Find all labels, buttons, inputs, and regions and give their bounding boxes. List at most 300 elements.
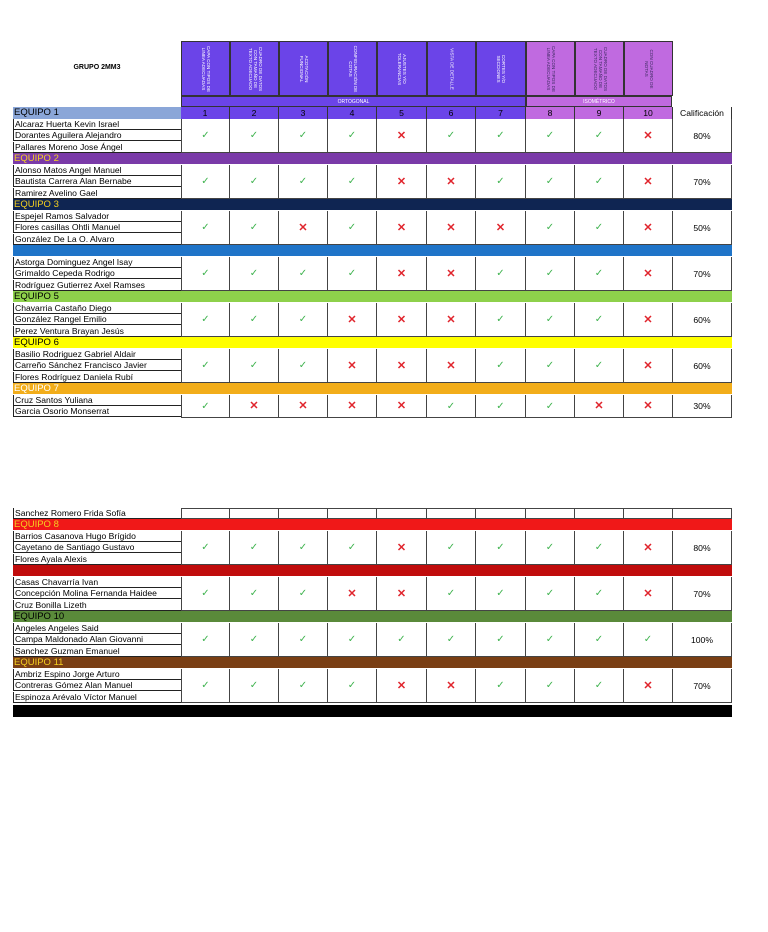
mark-cell (575, 577, 624, 611)
mark-cell (328, 531, 377, 565)
check-icon: ✓ (594, 130, 604, 141)
mark-cell (427, 303, 476, 337)
mark-cell (279, 165, 328, 199)
mark-cell (181, 349, 230, 383)
team-heading-4: EQUIPO 4 (13, 245, 732, 256)
cross-icon: ✕ (396, 542, 407, 554)
grade-cell: 70% (673, 577, 732, 611)
member-name: Alcaraz Huerta Kevin Israel (13, 119, 181, 130)
check-icon: ✓ (347, 268, 357, 279)
criterion-header-5 (377, 41, 427, 96)
criterion-number: 8 (526, 107, 575, 119)
check-icon: ✓ (249, 542, 259, 553)
mark-cell (230, 669, 279, 703)
mark-cell (526, 211, 575, 245)
criterion-header-8 (526, 41, 575, 96)
member-name: Basilio Rodriguez Gabriel Aldair (13, 349, 181, 360)
criterion-label: CAPA CON TIPOS DE LINEA ADECUADAS (545, 45, 556, 92)
mark-cell (377, 623, 427, 657)
check-icon: ✓ (496, 401, 505, 412)
cross-icon: ✕ (643, 314, 653, 326)
check-icon: ✓ (446, 542, 456, 553)
check-icon: ✓ (347, 680, 357, 691)
cross-icon: ✕ (249, 400, 259, 412)
mark-cell (377, 349, 427, 383)
mark-cell (526, 119, 575, 153)
mark-cell (377, 303, 427, 337)
empty-cell (181, 508, 230, 519)
cross-icon: ✕ (643, 588, 653, 600)
mark-cell (476, 531, 526, 565)
mark-cell (476, 395, 526, 418)
mark-cell (181, 303, 230, 337)
check-icon: ✓ (201, 542, 210, 553)
mark-cell (328, 577, 377, 611)
check-icon: ✓ (201, 268, 210, 279)
mark-cell (230, 257, 279, 291)
member-name: Perez Ventura Brayan Jesús (13, 326, 181, 337)
check-icon: ✓ (298, 542, 308, 553)
mark-cell (427, 119, 476, 153)
mark-cell (427, 349, 476, 383)
check-icon: ✓ (594, 176, 604, 187)
grade-cell: 60% (673, 303, 732, 337)
sheet-title: GRUPO 2MM3 (73, 64, 121, 71)
mark-cell (624, 623, 673, 657)
check-icon: ✓ (545, 314, 555, 325)
mark-cell (427, 257, 476, 291)
check-icon: ✓ (347, 130, 357, 141)
mark-cell (181, 395, 230, 418)
cross-icon: ✕ (643, 680, 653, 692)
member-name: Ramirez Avelino Gael (13, 188, 181, 199)
cross-icon: ✕ (446, 314, 456, 326)
criterion-header-7 (476, 41, 526, 96)
member-name: Contreras Gómez Alan Manuel (13, 680, 181, 691)
check-icon: ✓ (545, 542, 555, 553)
member-name: Concepción Molina Fernanda Haidee (13, 588, 181, 599)
member-name: Pallares Moreno Jose Ángel (13, 142, 181, 153)
mark-cell (624, 211, 673, 245)
mark-cell (575, 257, 624, 291)
cross-icon: ✕ (446, 268, 456, 280)
mark-cell (279, 531, 328, 565)
footer-bar (13, 705, 732, 717)
criterion-header-4 (328, 41, 377, 96)
check-icon: ✓ (545, 360, 555, 371)
criterion-header-10 (624, 41, 673, 96)
check-icon: ✓ (249, 268, 259, 279)
grade-cell: 80% (673, 531, 732, 565)
team-heading-6: EQUIPO 6 (13, 337, 732, 348)
check-icon: ✓ (545, 401, 555, 412)
criterion-number: 2 (230, 107, 279, 119)
team-heading-2: EQUIPO 2 (13, 153, 732, 164)
mark-cell (279, 211, 328, 245)
check-icon: ✓ (201, 314, 210, 325)
check-icon: ✓ (446, 130, 456, 141)
member-name: Campa Maldonado Alan Giovanni (13, 634, 181, 645)
mark-cell (328, 165, 377, 199)
check-icon: ✓ (496, 130, 505, 141)
mark-cell (181, 257, 230, 291)
mark-cell (624, 531, 673, 565)
check-icon: ✓ (496, 268, 505, 279)
member-name: Chavarria Castaño Diego (13, 303, 181, 314)
member-name: Sanchez Romero Frida Sofía (13, 508, 181, 519)
mark-cell (377, 165, 427, 199)
empty-cell (476, 508, 526, 519)
mark-cell (230, 211, 279, 245)
mark-cell (526, 623, 575, 657)
check-icon: ✓ (201, 176, 210, 187)
mark-cell (575, 531, 624, 565)
mark-cell (181, 165, 230, 199)
mark-cell (230, 303, 279, 337)
criterion-label: CON CUADRO DE NOTAS (643, 48, 654, 89)
cross-icon: ✕ (298, 222, 308, 234)
mark-cell (279, 119, 328, 153)
mark-cell (377, 119, 427, 153)
mark-cell (624, 669, 673, 703)
grade-cell: 70% (673, 165, 732, 199)
grade-cell: 70% (673, 257, 732, 291)
mark-cell (427, 211, 476, 245)
check-icon: ✓ (446, 401, 456, 412)
cross-icon: ✕ (643, 176, 653, 188)
mark-cell (328, 303, 377, 337)
check-icon: ✓ (249, 176, 259, 187)
cross-icon: ✕ (643, 542, 653, 554)
team-heading-5: EQUIPO 5 (13, 291, 732, 302)
check-icon: ✓ (594, 588, 604, 599)
check-icon: ✓ (298, 680, 308, 691)
mark-cell (624, 349, 673, 383)
member-name: Cruz Santos Yuliana (13, 395, 181, 406)
mark-cell (230, 349, 279, 383)
check-icon: ✓ (496, 634, 505, 645)
mark-cell (230, 531, 279, 565)
mark-cell (328, 211, 377, 245)
check-icon: ✓ (201, 360, 210, 371)
mark-cell (427, 531, 476, 565)
mark-cell (624, 577, 673, 611)
member-name: Angeles Angeles Said (13, 623, 181, 634)
check-icon: ✓ (594, 634, 604, 645)
cross-icon: ✕ (347, 360, 357, 372)
mark-cell (230, 395, 279, 418)
mark-cell (575, 349, 624, 383)
criterion-number: 10 (624, 107, 673, 119)
mark-cell (476, 211, 526, 245)
criterion-label: CONFIGURACIÓN DE COTAS (347, 45, 358, 92)
cross-icon: ✕ (446, 222, 456, 234)
cross-icon: ✕ (396, 400, 407, 412)
cross-icon: ✕ (643, 222, 653, 234)
mark-cell (526, 303, 575, 337)
criterion-number: 7 (476, 107, 526, 119)
mark-cell (279, 623, 328, 657)
member-name: Cruz Bonilla Lizeth (13, 600, 181, 611)
check-icon: ✓ (594, 222, 604, 233)
mark-cell (624, 257, 673, 291)
member-name: Garcia Osorio Monserrat (13, 406, 181, 417)
mark-cell (526, 531, 575, 565)
mark-cell (279, 395, 328, 418)
check-icon: ✓ (545, 130, 555, 141)
member-name: Alonso Matos Angel Manuel (13, 165, 181, 176)
member-name: Cayetano de Santiago Gustavo (13, 542, 181, 553)
mark-cell (476, 669, 526, 703)
check-icon: ✓ (496, 360, 505, 371)
criterion-number: 1 (181, 107, 230, 119)
check-icon: ✓ (347, 176, 357, 187)
empty-cell (526, 508, 575, 519)
mark-cell (279, 257, 328, 291)
check-icon: ✓ (446, 634, 456, 645)
check-icon: ✓ (347, 634, 357, 645)
member-name: Barrios Casanova Hugo Brígido (13, 531, 181, 542)
empty-cell (575, 508, 624, 519)
check-icon: ✓ (545, 176, 555, 187)
check-icon: ✓ (249, 130, 259, 141)
mark-cell (181, 669, 230, 703)
criterion-header-1 (181, 41, 230, 96)
cross-icon: ✕ (594, 400, 604, 412)
team-heading-1: EQUIPO 1 (13, 107, 181, 119)
mark-cell (575, 211, 624, 245)
cross-icon: ✕ (643, 130, 653, 142)
check-icon: ✓ (496, 680, 505, 691)
mark-cell (328, 119, 377, 153)
mark-cell (526, 165, 575, 199)
check-icon: ✓ (545, 588, 555, 599)
criterion-number: 6 (427, 107, 476, 119)
team-heading-7: EQUIPO 7 (13, 383, 732, 394)
cross-icon: ✕ (396, 360, 407, 372)
cross-icon: ✕ (396, 176, 407, 188)
mark-cell (575, 165, 624, 199)
empty-cell (230, 508, 279, 519)
mark-cell (624, 119, 673, 153)
mark-cell (377, 531, 427, 565)
check-icon: ✓ (298, 268, 308, 279)
criterion-header-6 (427, 41, 476, 96)
member-name: Flores casillas Ohtli Manuel (13, 222, 181, 233)
mark-cell (476, 119, 526, 153)
cross-icon: ✕ (396, 130, 407, 142)
grade-cell: 50% (673, 211, 732, 245)
check-icon: ✓ (298, 314, 308, 325)
check-icon: ✓ (496, 176, 505, 187)
check-icon: ✓ (201, 634, 210, 645)
check-icon: ✓ (496, 314, 505, 325)
cross-icon: ✕ (396, 314, 407, 326)
mark-cell (377, 669, 427, 703)
criterion-label: ACOTACIÓN FUNCIONAL (298, 55, 309, 82)
check-icon: ✓ (545, 680, 555, 691)
criterion-label: CUADRO DE DATOS CON TAMAÑO DE TEXTO ADECUADO (591, 46, 608, 91)
mark-cell (230, 577, 279, 611)
check-icon: ✓ (545, 268, 555, 279)
mark-cell (427, 623, 476, 657)
member-name: Dorantes Aguilera Alejandro (13, 130, 181, 141)
mark-cell (526, 577, 575, 611)
mark-cell (181, 119, 230, 153)
criterion-label: CAPA CON TIPOS DE LINEA ADECUADAS (200, 45, 211, 92)
empty-cell (624, 508, 673, 519)
cross-icon: ✕ (446, 680, 456, 692)
mark-cell (181, 623, 230, 657)
criterion-header-2 (230, 41, 279, 96)
mark-cell (476, 257, 526, 291)
member-name: Espinoza Arévalo Víctor Manuel (13, 692, 181, 703)
cross-icon: ✕ (298, 400, 308, 412)
grade-cell: 60% (673, 349, 732, 383)
check-icon: ✓ (594, 542, 604, 553)
mark-cell (181, 531, 230, 565)
cross-icon: ✕ (396, 222, 407, 234)
mark-cell (377, 257, 427, 291)
mark-cell (279, 669, 328, 703)
cross-icon: ✕ (396, 680, 407, 692)
check-icon: ✓ (249, 222, 259, 233)
mark-cell (575, 119, 624, 153)
check-icon: ✓ (201, 222, 210, 233)
check-icon: ✓ (347, 222, 357, 233)
criterion-label: CORTES Y/O SECCIONES (496, 54, 507, 83)
criterion-number: 5 (377, 107, 427, 119)
grade-cell: 80% (673, 119, 732, 153)
team-heading-10: EQUIPO 10 (13, 611, 732, 622)
mark-cell (476, 303, 526, 337)
team-heading-8: EQUIPO 8 (13, 519, 732, 530)
criterion-number: 4 (328, 107, 377, 119)
team-heading-11: EQUIPO 11 (13, 657, 732, 668)
mark-cell (526, 257, 575, 291)
check-icon: ✓ (496, 588, 505, 599)
mark-cell (230, 165, 279, 199)
mark-cell (377, 577, 427, 611)
cross-icon: ✕ (347, 588, 357, 600)
mark-cell (575, 623, 624, 657)
mark-cell (427, 395, 476, 418)
check-icon: ✓ (446, 588, 456, 599)
member-name: Ambriz Espino Jorge Arturo (13, 669, 181, 680)
check-icon: ✓ (201, 130, 210, 141)
mark-cell (230, 119, 279, 153)
mark-cell (624, 395, 673, 418)
check-icon: ✓ (201, 588, 210, 599)
check-icon: ✓ (249, 680, 259, 691)
grade-cell: 30% (673, 395, 732, 418)
mark-cell (575, 669, 624, 703)
check-icon: ✓ (298, 130, 308, 141)
check-icon: ✓ (249, 634, 259, 645)
mark-cell (476, 577, 526, 611)
cross-icon: ✕ (643, 268, 653, 280)
mark-cell (328, 669, 377, 703)
member-name: Flores Ayala Alexis (13, 554, 181, 565)
mark-cell (328, 395, 377, 418)
mark-cell (624, 303, 673, 337)
check-icon: ✓ (643, 634, 653, 645)
check-icon: ✓ (594, 314, 604, 325)
mark-cell (427, 669, 476, 703)
mark-cell (377, 395, 427, 418)
mark-cell (575, 395, 624, 418)
criteria-number-row (13, 107, 732, 119)
mark-cell (279, 303, 328, 337)
check-icon: ✓ (298, 634, 308, 645)
mark-cell (476, 623, 526, 657)
member-name: Sanchez Guzman Emanuel (13, 646, 181, 657)
empty-cell (427, 508, 476, 519)
mark-cell (279, 349, 328, 383)
group-label-ortogonal: ORTOGONAL (181, 96, 526, 107)
empty-cell (673, 508, 732, 519)
empty-cell (328, 508, 377, 519)
member-name: Astorga Dominguez Angel Isay (13, 257, 181, 268)
check-icon: ✓ (298, 360, 308, 371)
check-icon: ✓ (298, 588, 308, 599)
check-icon: ✓ (545, 222, 555, 233)
grade-cell: 70% (673, 669, 732, 703)
mark-cell (526, 349, 575, 383)
criterion-label: VISTA DE DETALLE (449, 47, 455, 90)
member-name: Espejel Ramos Salvador (13, 211, 181, 222)
empty-cell (279, 508, 328, 519)
mark-cell (377, 211, 427, 245)
check-icon: ✓ (298, 176, 308, 187)
check-icon: ✓ (496, 542, 505, 553)
criterion-label: AJUSTES Y/O TOLERANCIAS (397, 52, 408, 85)
check-icon: ✓ (201, 401, 210, 412)
team-heading-3: EQUIPO 3 (13, 199, 732, 210)
grade-header: Calificación (673, 107, 732, 119)
mark-cell (279, 577, 328, 611)
criterion-header-3 (279, 41, 328, 96)
cross-icon: ✕ (347, 314, 357, 326)
member-name: Grimaldo Cepeda Rodrigo (13, 268, 181, 279)
cross-icon: ✕ (446, 360, 456, 372)
member-name: Carreño Sánchez Francisco Javier (13, 360, 181, 371)
cross-icon: ✕ (643, 400, 653, 412)
criterion-number: 3 (279, 107, 328, 119)
member-name: González Rangel Emilio (13, 314, 181, 325)
mark-cell (476, 165, 526, 199)
mark-cell (230, 623, 279, 657)
check-icon: ✓ (249, 360, 259, 371)
check-icon: ✓ (594, 360, 604, 371)
mark-cell (427, 165, 476, 199)
member-name: González De La O. Alvaro (13, 234, 181, 245)
check-icon: ✓ (397, 634, 406, 645)
mark-cell (526, 395, 575, 418)
mark-cell (624, 165, 673, 199)
cross-icon: ✕ (495, 222, 506, 234)
cross-icon: ✕ (396, 268, 407, 280)
cross-icon: ✕ (446, 176, 456, 188)
criterion-header-9 (575, 41, 624, 96)
check-icon: ✓ (249, 588, 259, 599)
empty-cell (377, 508, 427, 519)
cross-icon: ✕ (396, 588, 407, 600)
cross-icon: ✕ (643, 360, 653, 372)
mark-cell (181, 211, 230, 245)
check-icon: ✓ (545, 634, 555, 645)
mark-cell (181, 577, 230, 611)
